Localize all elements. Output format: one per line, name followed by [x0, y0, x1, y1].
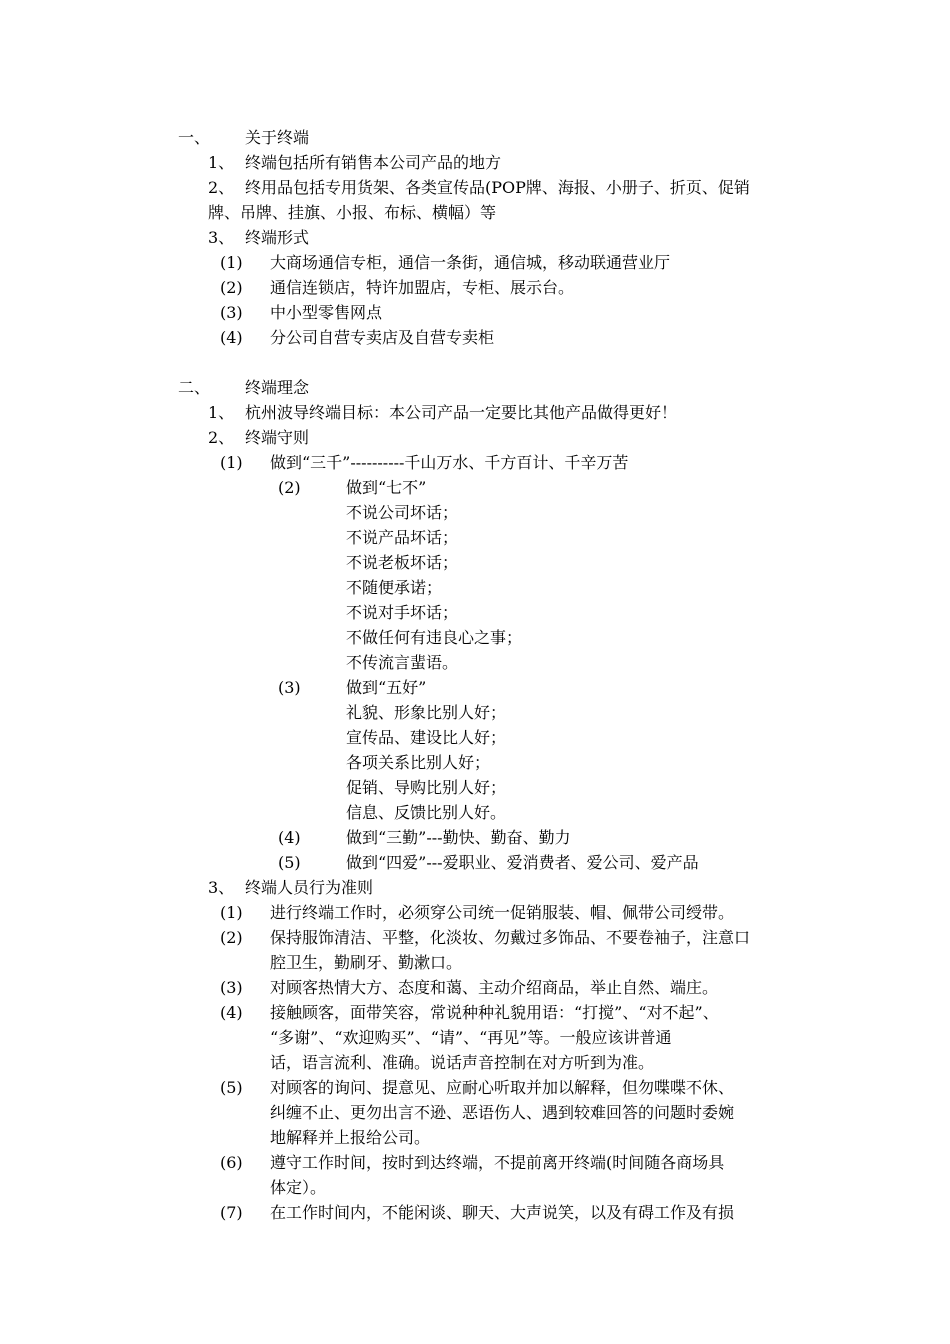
subitem-text: 做到“三勤”---勤快、勤奋、勤力 — [346, 828, 571, 847]
subitem-text: 通信连锁店，特许加盟店，专柜、展示台。 — [270, 278, 575, 297]
subitem-text-continued: “多谢”、“欢迎购买”、“请”、“再见”等。一般应该讲普通 — [270, 1028, 672, 1047]
subitem-text: 接触顾客，面带笑容，常说种种礼貌用语：“打搅”、“对不起”、 — [270, 1003, 719, 1022]
subitem-text: 中小型零售网点 — [270, 303, 383, 322]
item-number: 3、 — [208, 878, 235, 897]
subitem-number: (3) — [220, 978, 243, 997]
subitem-number: (2) — [220, 928, 243, 947]
subitem-number: (5) — [278, 853, 301, 872]
rule-line: 各项关系比别人好； — [346, 753, 491, 772]
item-number: 2、 — [208, 178, 235, 197]
subitem-text: 分公司自营专卖店及自营专卖柜 — [270, 328, 495, 347]
subitem-number: (7) — [220, 1203, 243, 1222]
subitem-text-continued: 纠缠不止、更勿出言不逊、恶语伤人、遇到较难回答的问题时委婉 — [270, 1103, 735, 1122]
item-text: 终用品包括专用货架、各类宣传品(POP牌、海报、小册子、折页、促销 — [245, 178, 750, 197]
section-number: 一、 — [178, 128, 211, 147]
rule-line: 不说老板坏话； — [346, 553, 459, 572]
subitem-text: 进行终端工作时，必须穿公司统一促销服装、帽、佩带公司绶带。 — [270, 903, 735, 922]
subitem-number: (3) — [220, 303, 243, 322]
item-text: 终端守则 — [245, 428, 310, 447]
subitem-number: (4) — [278, 828, 301, 847]
item-number: 2、 — [208, 428, 235, 447]
rule-line: 不做任何有违良心之事； — [346, 628, 523, 647]
subitem-text: 做到“七不” — [346, 478, 427, 497]
item-number: 3、 — [208, 228, 235, 247]
item-text: 终端形式 — [245, 228, 310, 247]
rule-line: 礼貌、形象比别人好； — [346, 703, 507, 722]
subitem-text: 对顾客的询问、提意见、应耐心听取并加以解释，但勿喋喋不休、 — [270, 1078, 735, 1097]
subitem-text: 做到“五好” — [346, 678, 427, 697]
rule-line: 不传流言蜚语。 — [346, 653, 459, 672]
rule-line: 促销、导购比别人好； — [346, 778, 507, 797]
subitem-text: 保持服饰清洁、平整，化淡妆、勿戴过多饰品、不要卷袖子，注意口 — [270, 928, 751, 947]
subitem-number: (1) — [220, 453, 243, 472]
subitem-number: (2) — [278, 478, 301, 497]
subitem-number: (2) — [220, 278, 243, 297]
subitem-text: 做到“三千”----------千山万水、千方百计、千辛万苦 — [270, 453, 629, 472]
subitem-text: 做到“四爱”---爱职业、爱消费者、爱公司、爱产品 — [346, 853, 699, 872]
rule-line: 不说对手坏话； — [346, 603, 459, 622]
rule-line: 不说公司坏话； — [346, 503, 459, 522]
subitem-number: (1) — [220, 903, 243, 922]
rule-line: 不说产品坏话； — [346, 528, 459, 547]
subitem-text: 遵守工作时间，按时到达终端，不提前离开终端(时间随各商场具 — [270, 1153, 725, 1172]
subitem-number: (4) — [220, 1003, 243, 1022]
item-text-continued: 牌、吊牌、挂旗、小报、布标、横幅）等 — [208, 203, 497, 222]
subitem-text: 在工作时间内，不能闲谈、聊天、大声说笑，以及有碍工作及有损 — [270, 1203, 735, 1222]
item-text: 终端人员行为准则 — [245, 878, 374, 897]
subitem-number: (5) — [220, 1078, 243, 1097]
subitem-text-continued: 话，语言流利、准确。说话声音控制在对方听到为准。 — [270, 1053, 655, 1072]
subitem-number: (3) — [278, 678, 301, 697]
rule-line: 宣传品、建设比人好； — [346, 728, 507, 747]
rule-line: 不随便承诺； — [346, 578, 443, 597]
subitem-text: 大商场通信专柜，通信一条街，通信城，移动联通营业厅 — [270, 253, 671, 272]
subitem-number: (1) — [220, 253, 243, 272]
subitem-text-continued: 腔卫生，勤刷牙、勤漱口。 — [270, 953, 463, 972]
item-text: 终端包括所有销售本公司产品的地方 — [245, 153, 502, 172]
item-number: 1、 — [208, 403, 235, 422]
item-number: 1、 — [208, 153, 235, 172]
section-number: 二、 — [178, 378, 211, 397]
section-title: 终端理念 — [245, 378, 310, 397]
rule-line: 信息、反馈比别人好。 — [346, 803, 507, 822]
subitem-text-continued: 地解释并上报给公司。 — [270, 1128, 431, 1147]
section-title: 关于终端 — [245, 128, 310, 147]
subitem-number: (6) — [220, 1153, 243, 1172]
subitem-text: 对顾客热情大方、态度和蔼、主动介绍商品，举止自然、端庄。 — [270, 978, 719, 997]
subitem-number: (4) — [220, 328, 243, 347]
subitem-text-continued: 体定）。 — [270, 1178, 327, 1197]
item-text: 杭州波导终端目标：本公司产品一定要比其他产品做得更好！ — [245, 403, 678, 422]
